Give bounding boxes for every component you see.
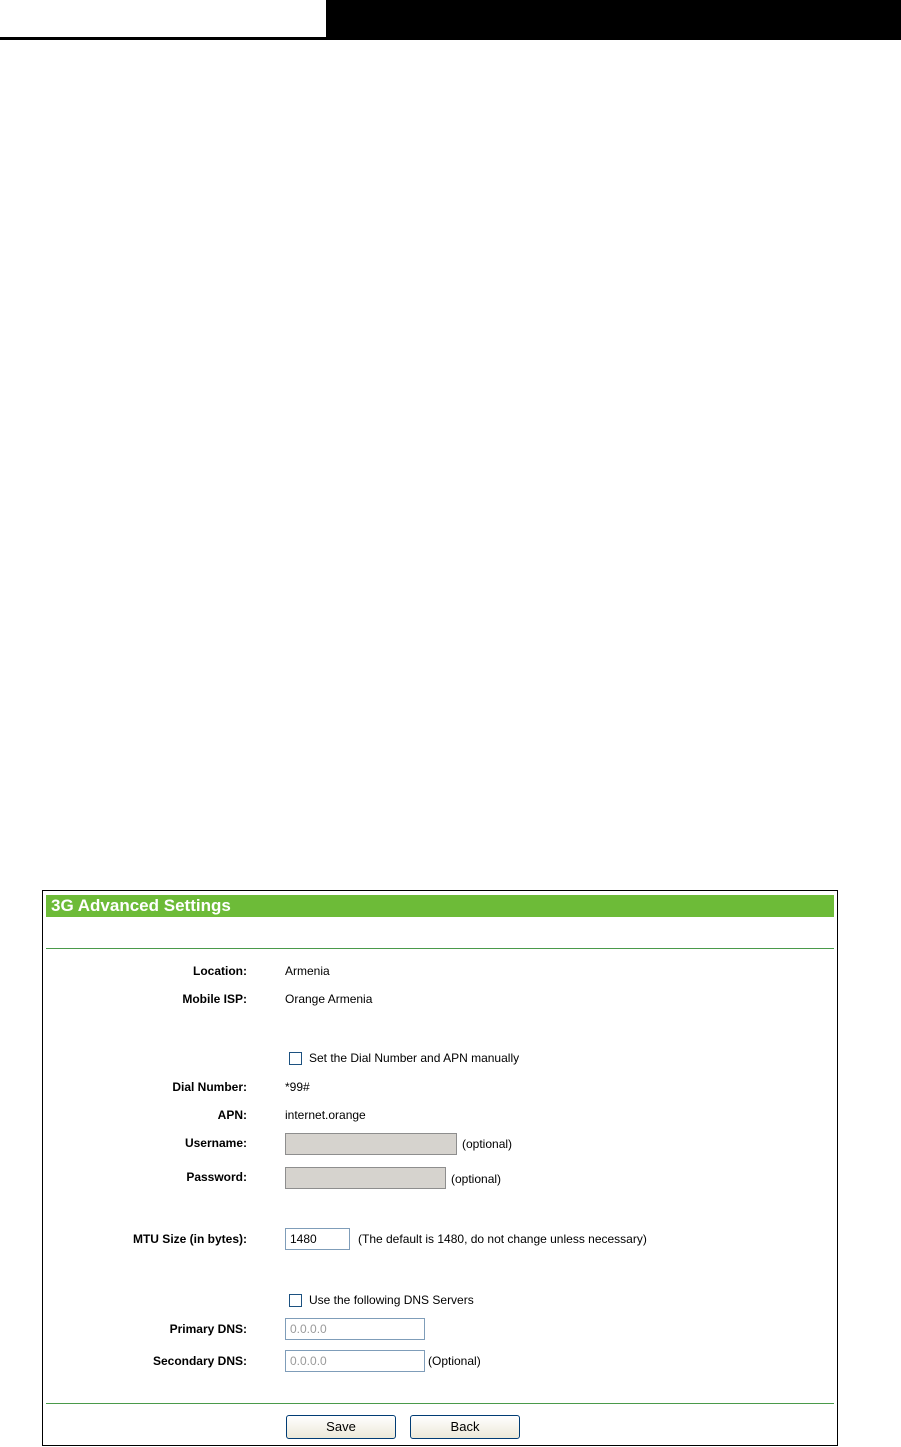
- password-label: Password:: [186, 1170, 247, 1184]
- manual-dial-checkbox-label: Set the Dial Number and APN manually: [309, 1051, 520, 1065]
- secondary-dns-input[interactable]: 0.0.0.0: [285, 1350, 425, 1372]
- secondary-dns-note: (Optional): [428, 1354, 481, 1368]
- mobile-isp-label: Mobile ISP:: [182, 992, 247, 1006]
- username-note: (optional): [462, 1137, 513, 1151]
- username-label: Username:: [184, 1136, 247, 1150]
- manual-dial-checkbox[interactable]: [289, 1052, 302, 1065]
- username-input[interactable]: [285, 1133, 457, 1155]
- back-button[interactable]: Back: [410, 1415, 520, 1439]
- dns-checkbox-label: Use the following DNS Servers: [309, 1293, 474, 1307]
- secondary-dns-label: Secondary DNS:: [152, 1354, 247, 1368]
- panel-title: 3G Advanced Settings: [46, 895, 834, 917]
- bottom-divider: [46, 1403, 834, 1404]
- dns-checkbox[interactable]: [289, 1294, 302, 1307]
- dial-number-label: Dial Number:: [172, 1080, 247, 1094]
- apn-value: internet.orange: [285, 1108, 366, 1122]
- settings-panel: [42, 890, 838, 1446]
- primary-dns-label: Primary DNS:: [169, 1322, 247, 1336]
- primary-dns-input[interactable]: 0.0.0.0: [285, 1318, 425, 1340]
- dns-checkbox-row[interactable]: [289, 1293, 474, 1307]
- manual-dial-checkbox-row[interactable]: [289, 1051, 519, 1065]
- password-input[interactable]: [285, 1167, 446, 1189]
- password-note: (optional): [451, 1172, 502, 1186]
- dial-number-value: *99#: [285, 1080, 310, 1094]
- location-label: Location:: [193, 964, 247, 978]
- header-black-band: [326, 0, 901, 40]
- top-divider: [46, 948, 834, 949]
- mtu-note: (The default is 1480, do not change unless necessary): [358, 1232, 647, 1246]
- mobile-isp-value: Orange Armenia: [285, 992, 373, 1006]
- mtu-input[interactable]: 1480: [285, 1228, 350, 1250]
- save-button[interactable]: Save: [286, 1415, 396, 1439]
- document-header: [0, 0, 901, 42]
- apn-label: APN:: [217, 1108, 247, 1122]
- location-value: Armenia: [285, 964, 330, 978]
- mtu-label: MTU Size (in bytes):: [132, 1232, 247, 1246]
- header-left-strip: [0, 0, 326, 40]
